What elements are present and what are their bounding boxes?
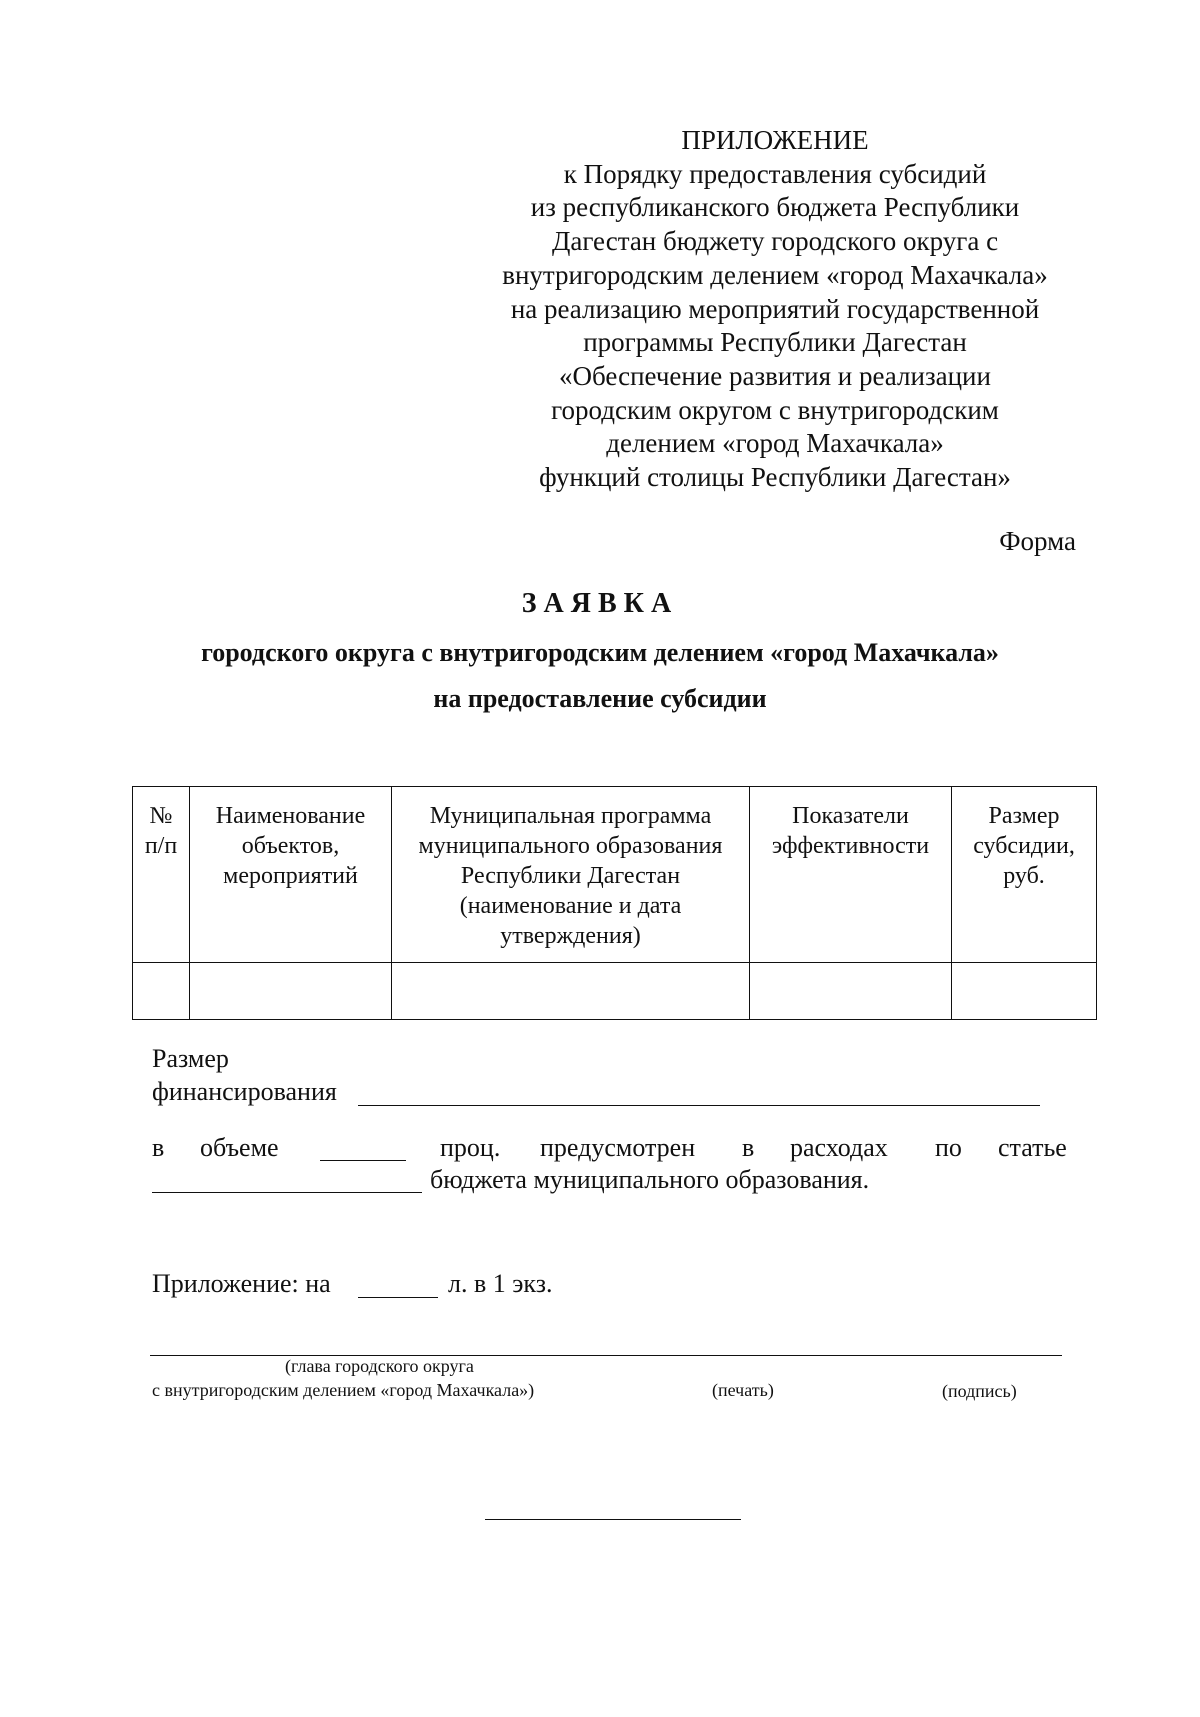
attachment-suffix: л. в 1 экз.: [448, 1269, 553, 1298]
appendix-line: внутригородским делением «город Махачкала»: [502, 259, 1048, 290]
column-header-number: № п/п: [133, 787, 190, 963]
signature-caption-head-line2: с внутригородским делением «город Махачкала»): [152, 1380, 535, 1400]
application-table: [132, 786, 1097, 1020]
signature-caption-seal: (печать): [712, 1380, 774, 1400]
appendix-line: делением «город Махачкала»: [606, 428, 944, 459]
volume-word: проц.: [440, 1133, 501, 1162]
form-label: Форма: [999, 526, 1076, 556]
table-cell[interactable]: [133, 963, 190, 1020]
appendix-line: Дагестан бюджету городского округа с: [551, 226, 999, 257]
financing-blank-field[interactable]: [358, 1105, 1040, 1106]
appendix-heading: [455, 124, 1095, 495]
signature-caption-head: (глава городского округа: [285, 1356, 474, 1376]
volume-word: по: [935, 1133, 962, 1162]
appendix-line: программы Республики Дагестан: [583, 327, 967, 358]
closing-separator-line: [485, 1519, 741, 1520]
signature-caption-sign: (подпись): [942, 1381, 1017, 1401]
volume-word: в: [152, 1133, 165, 1162]
document-subtitle-line1: городского округа с внутригородским делением «город Махачкала»: [201, 638, 999, 667]
volume-word: статье: [998, 1133, 1067, 1162]
table-cell[interactable]: [190, 963, 392, 1020]
table-row: [133, 963, 1097, 1020]
attachment-prefix: Приложение: на: [152, 1269, 331, 1298]
document-subtitle-line2: на предоставление субсидии: [433, 684, 767, 713]
column-header-indicators: Показатели эффективности: [750, 787, 952, 963]
table-cell[interactable]: [952, 963, 1097, 1020]
volume-word: объеме: [200, 1133, 279, 1162]
appendix-line: из республиканского бюджета Республики: [530, 192, 1020, 223]
volume-word: предусмотрен: [540, 1133, 696, 1162]
budget-article-field[interactable]: [152, 1192, 422, 1193]
column-header-objects: Наименование объектов, мероприятий: [190, 787, 392, 963]
appendix-line: ПРИЛОЖЕНИЕ: [681, 125, 869, 155]
column-header-subsidy: Размер субсидии, руб.: [952, 787, 1097, 963]
appendix-line: функций столицы Республики Дагестан»: [539, 462, 1011, 493]
table-cell[interactable]: [750, 963, 952, 1020]
volume-percent-field[interactable]: [320, 1160, 406, 1161]
appendix-line: «Обеспечение развития и реализации: [559, 360, 991, 391]
appendix-line: на реализацию мероприятий государственной: [510, 293, 1040, 324]
volume-word: в: [742, 1133, 755, 1162]
document-title: ЗАЯВКА: [521, 588, 679, 619]
table-cell[interactable]: [392, 963, 750, 1020]
financing-label-line2: финансирования: [152, 1077, 337, 1106]
column-header-program: Муниципальная программа муниципального образования Республики Дагестан (наименование и дата утверждения): [392, 787, 750, 963]
volume-line2: бюджета муниципального образования.: [430, 1165, 870, 1194]
appendix-line: к Порядку предоставления субсидий: [563, 158, 987, 189]
financing-label-line1: Размер: [152, 1044, 229, 1073]
table-header-row: [133, 787, 1097, 963]
volume-word: расходах: [790, 1133, 888, 1162]
attachment-pages-field[interactable]: [358, 1297, 438, 1298]
appendix-line: городским округом с внутригородским: [551, 394, 999, 425]
